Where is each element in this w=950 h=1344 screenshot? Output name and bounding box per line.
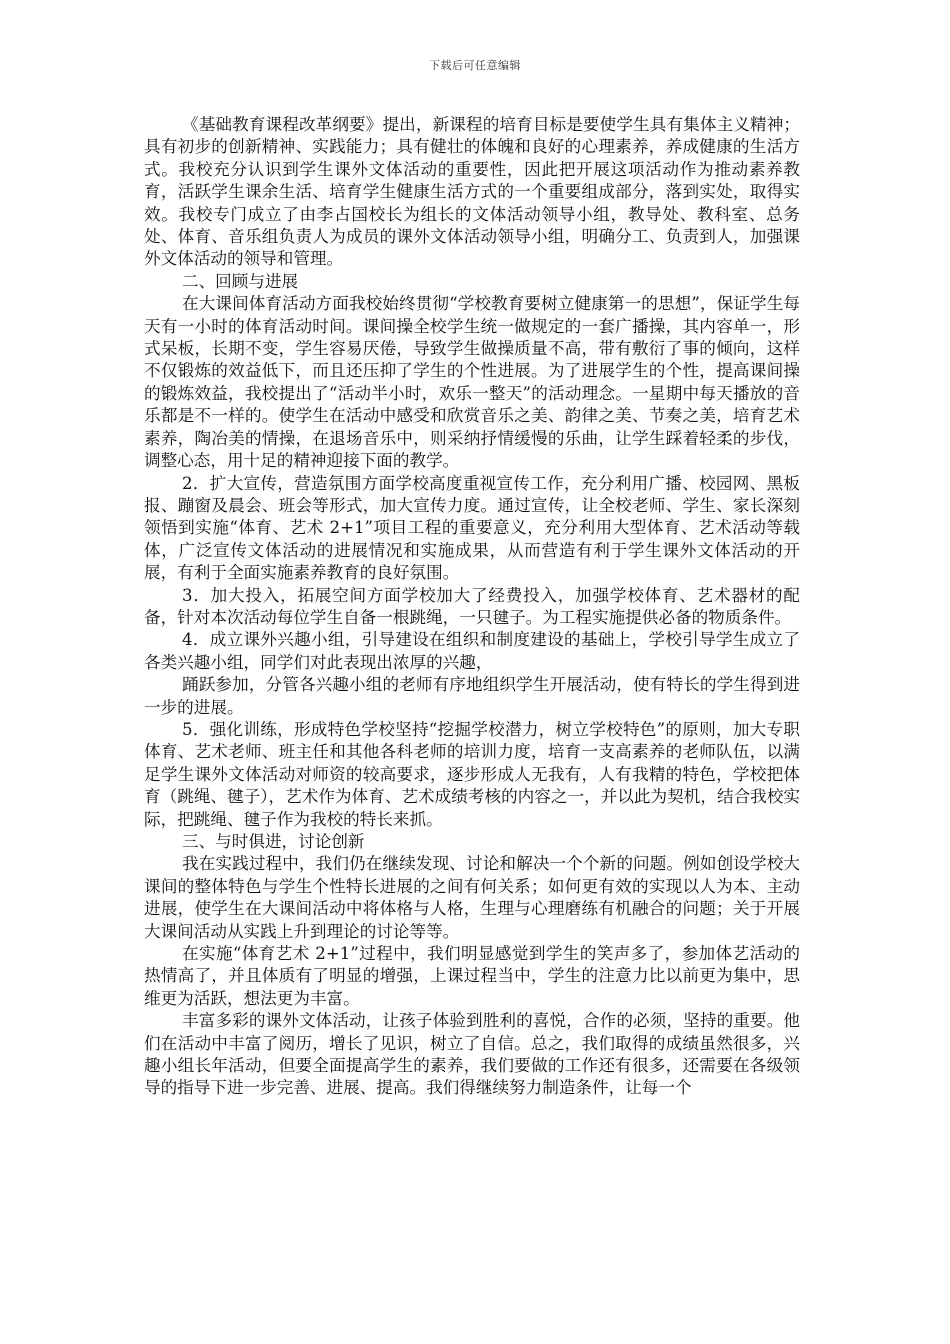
paragraph-item-2-publicity: 2．扩大宣传，营造氛围方面学校高度重视宣传工作，充分利用广播、校园网、黑板报、蹦窗及晨会、班会等形式，加大宣传力度。通过宣传，让全校老师、学生、家长深刻领悟到实施“体育、艺术 2+1”项目工程的重要意义，充分利用大型体育、艺术活动等载体，广泛宣传文体活动的进展情况和实施成果，从而营造有利于学生课外文体活动的开展，有利于全面实施素养教育的良好氛围。 bbox=[144, 473, 800, 583]
paragraph-item-5-training: 5．强化训练，形成特色学校坚持“挖掘学校潜力，树立学校特色”的原则，加大专职体育、艺术老师、班主任和其他各科老师的培训力度，培育一支高素养的老师队伍，以满足学生课外文体活动对师资的较高要求，逐步形成人无我有，人有我精的特色，学校把体育（跳绳、毽子），艺术作为体育、艺术成绩考核的内容之一，并以此为契机，结合我校实际，把跳绳、毽子作为我校的特长来抓。 bbox=[144, 719, 800, 829]
paragraph-big-break-activity: 在大课间体育活动方面我校始终贯彻“学校教育要树立健康第一的思想”，保证学生每天有一小时的体育活动时间。课间操全校学生统一做规定的一套广播操，其内容单一，形式呆板，长期不变，学生容易厌倦，导致学生做操质量不高，带有敷衍了事的倾向，这样不仅锻炼的效益低下，而且还压抑了学生的个性进展。为了进展学生的个性，提高课间操的锻炼效益，我校提出了“活动半小时，欢乐一整天”的活动理念。一星期中每天播放的音乐都是不一样的。使学生在活动中感受和欣赏音乐之美、韵律之美、节奏之美，培育艺术素养，陶冶美的情操，在退场音乐中，则采纳抒情缓慢的乐曲，让学生踩着轻柔的步伐，调整心态，用十足的精神迎接下面的教学。 bbox=[144, 294, 800, 471]
section-heading-innovation: 三、与时俱进，讨论创新 bbox=[182, 832, 365, 851]
paragraph-item-4-continued: 踊跃参加，分管各兴趣小组的老师有序地组织学生开展活动，使有特长的学生得到进一步的进展。 bbox=[144, 675, 800, 717]
paragraph-implementation-results: 在实施“体育艺术 2+1”过程中，我们明显感觉到学生的笑声多了，参加体艺活动的热情高了，并且体质有了明显的增强，上课过程当中，学生的注意力比以前更为集中，思维更为活跃，想法更为丰富。 bbox=[144, 944, 800, 1008]
page-header-note: 下载后可任意编辑 bbox=[429, 59, 521, 72]
paragraph-conclusion: 丰富多彩的课外文体活动，让孩子体验到胜利的喜悦，合作的必须，坚持的重要。他们在活动中丰富了阅历，增长了见识，树立了自信。总之，我们取得的成绩虽然很多，兴趣小组长年活动，但要全面提高学生的素养，我们要做的工作还有很多，还需要在各级领导的指导下进一步完善、进展、提高。我们得继续努力制造条件，让每一个 bbox=[144, 1011, 800, 1098]
document-body bbox=[144, 114, 800, 1100]
paragraph-intro: 《基础教育课程改革纲要》提出，新课程的培育目标是要使学生具有集体主义精神；具有初步的创新精神、实践能力；具有健壮的体魄和良好的心理素养，养成健康的生活方式。我校充分认识到学生课外文体活动的重要性，因此把开展这项活动作为推动素养教育，活跃学生课余生活、培育学生健康生活方式的一个重要组成部分，落到实处，取得实效。我校专门成立了由李占国校长为组长的文体活动领导小组，教导处、教科室、总务处、体育、音乐组负责人为成员的课外文体活动领导小组，明确分工、负责到人，加强课外文体活动的领导和管理。 bbox=[144, 115, 800, 269]
section-heading-review: 二、回顾与进展 bbox=[182, 271, 299, 291]
paragraph-practice-issues: 我在实践过程中，我们仍在继续发现、讨论和解决一个个新的问题。例如创设学校大课间的整体特色与学生个性特长进展的之间有何关系；如何更有效的实现以人为本、主动进展，使学生在大课间活动中将体格与人格，生理与心理磨练有机融合的问题；关于开展大课间活动从实践上升到理论的讨论等等。 bbox=[144, 854, 800, 941]
paragraph-item-4-interest-groups: 4．成立课外兴趣小组，引导建设在组织和制度建设的基础上，学校引导学生成立了各类兴趣小组，同学们对此表现出浓厚的兴趣， bbox=[144, 630, 800, 672]
paragraph-item-3-investment: 3．加大投入，拓展空间方面学校加大了经费投入，加强学校体育、艺术器材的配备，针对本次活动每位学生自备一根跳绳，一只毽子。为工程实施提供必备的物质条件。 bbox=[144, 585, 800, 627]
